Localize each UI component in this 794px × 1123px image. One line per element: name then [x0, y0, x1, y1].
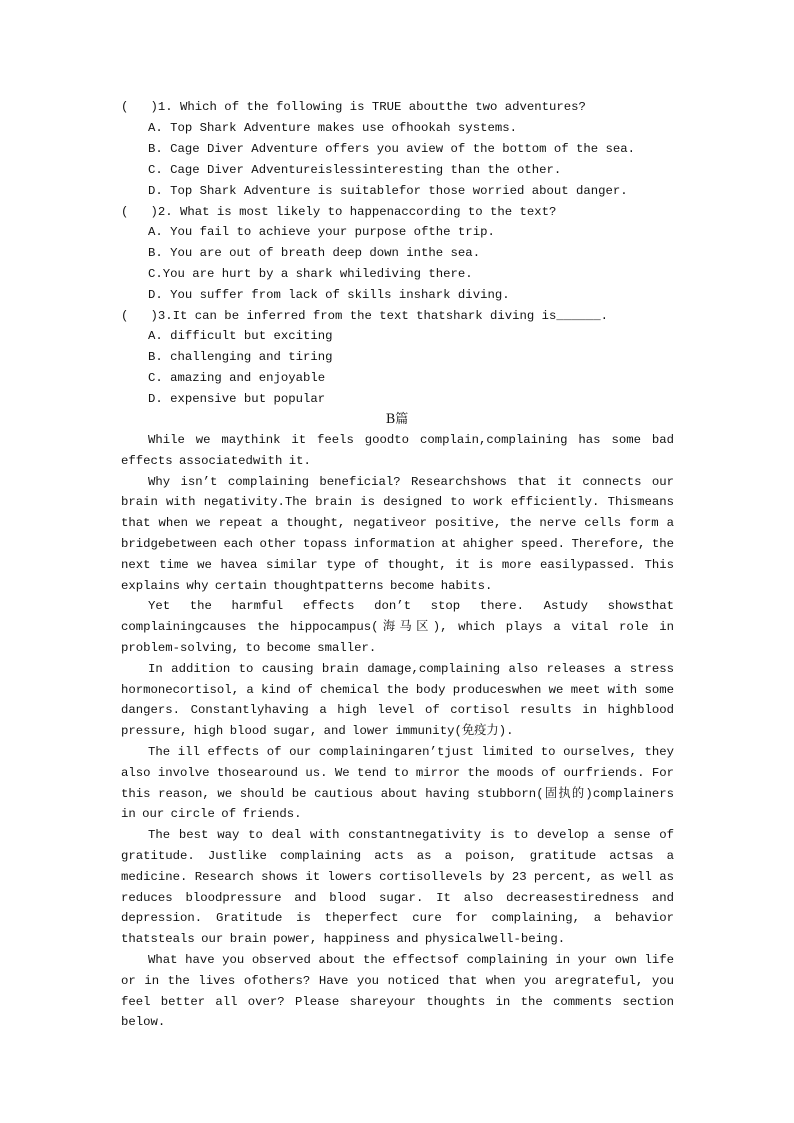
passage-paragraph: The best way to deal with constantnegativity is to develop a sense of gratitude. Justlike complaining acts as a poison, gratitude actsas a medicine. Research shows it lowers cortisollevels by 23 percent, as well as reduces bloodpressure and blood sugar. It also decreasestiredness and depression. Gratitude is theperfect cure for complaining, a behavior thatsteals our brain power, happiness and physicalwell-being.	[121, 828, 674, 947]
question-2-option-d: D. You suffer from lack of skills inshark diving.	[148, 288, 510, 302]
question-3-option-d: D. expensive but popular	[148, 392, 326, 406]
passage-paragraph: The ill effects of our complainingaren’tjust limited to ourselves, they also involve thosearound us. We tend to mirror the moods of ourfriends. For this reason, we should be cautious about having stubborn(固执的)complainers in our circle of friends.	[121, 744, 674, 822]
passage-paragraph: What have you observed about the effectsof complaining in your own life or in the lives ofothers? Have you noticed that when you aregrateful, you feel better all over? Please shareyour thoughts in the comments section below.	[121, 952, 674, 1030]
question-3-option-c: C. amazing and enjoyable	[148, 371, 326, 385]
question-3-option-a: A. difficult but exciting	[148, 329, 333, 343]
question-1-option-b: B. Cage Diver Adventure offers you aview of the bottom of the sea.	[148, 142, 636, 156]
passage-paragraph: Why isn’t complaining beneficial? Researchshows that it connects our brain with negativity.The brain is designed to work efficiently. Thismeans that when we repeat a thought, negativeor positive, the nerve cells form a bridgebetween each other topass information at ahigher speed. Therefore, the next time we havea similar type of thought, it is more easilypassed. This explains why certain thoughtpatterns become habits.	[121, 474, 674, 593]
question-2-option-c: C.You are hurt by a shark whilediving there.	[148, 267, 473, 281]
reading-passage	[121, 430, 674, 1033]
passage-paragraph: In addition to causing brain damage,complaining also releases a stress hormonecortisol, a kind of chemical the body produceswhen we meet with some dangers. Constantlyhaving a high level of cortisol results in highblood pressure, high blood sugar, and lower immunity(免疫力).	[121, 661, 674, 739]
section-title: B篇	[385, 412, 409, 427]
passage-paragraph: While we maythink it feels goodto complain,complaining has some bad effects associatedwith it.	[121, 433, 674, 468]
question-1-option-c: C. Cage Diver Adventureislessinteresting than the other.	[148, 163, 562, 177]
question-2-option-a: A. You fail to achieve your purpose ofthe trip.	[148, 225, 495, 239]
question-3-stem: ( )3.It can be inferred from the text thatshark diving is______.	[121, 309, 609, 323]
question-2-option-b: B. You are out of breath deep down inthe sea.	[148, 246, 481, 260]
question-1-option-a: A. Top Shark Adventure makes use ofhookah systems.	[148, 121, 517, 135]
question-1-option-d: D. Top Shark Adventure is suitablefor those worried about danger.	[148, 184, 628, 198]
question-1-stem: ( )1. Which of the following is TRUE aboutthe two adventures?	[121, 100, 586, 114]
passage-paragraph: Yet the harmful effects don’t stop there. Astudy showsthat complainingcauses the hippocampus(海马区), which plays a vital role in problem-solving, to become smaller.	[121, 599, 674, 655]
question-3-option-b: B. challenging and tiring	[148, 350, 333, 364]
question-2-stem: ( )2. What is most likely to happenaccording to the text?	[121, 205, 557, 219]
